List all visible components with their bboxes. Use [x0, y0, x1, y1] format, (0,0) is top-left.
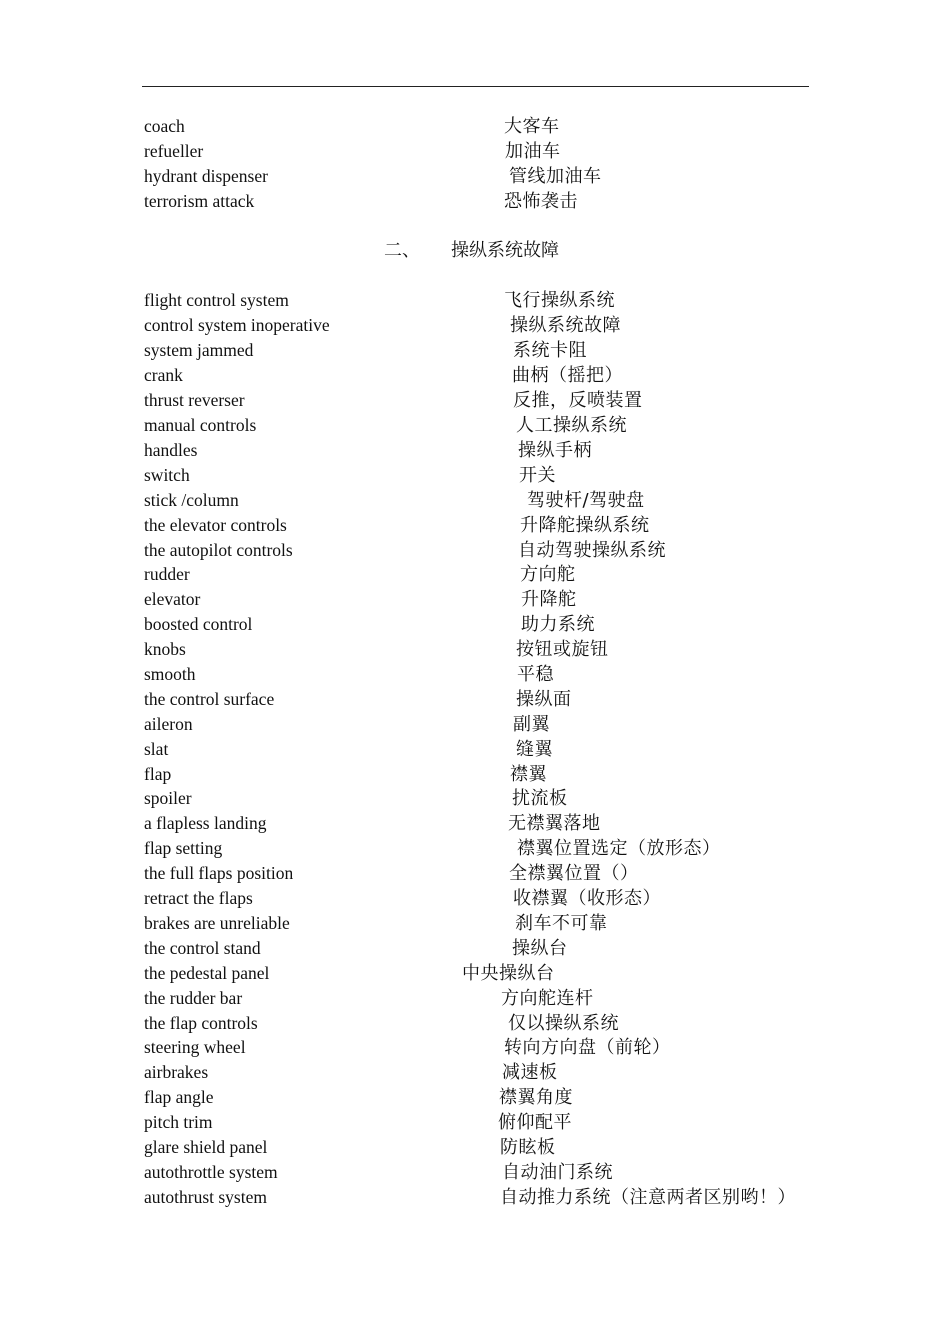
glossary-row	[0, 1185, 950, 1210]
term-chinese: 无襟翼落地	[508, 813, 601, 834]
term-chinese: 飞行操纵系统	[504, 290, 615, 311]
term-chinese: 开关	[519, 465, 556, 486]
glossary-row	[0, 1060, 950, 1085]
glossary-row	[0, 538, 950, 563]
glossary-row	[0, 762, 950, 787]
glossary-row	[0, 363, 950, 388]
term-chinese: 自动驾驶操纵系统	[518, 540, 666, 561]
term-chinese: 恐怖袭击	[504, 191, 578, 212]
glossary-row	[0, 687, 950, 712]
term-english: autothrottle system	[144, 1162, 278, 1182]
term-chinese: 助力系统	[521, 614, 595, 635]
glossary-row	[0, 338, 950, 363]
glossary-row	[0, 637, 950, 662]
term-chinese: 全襟翼位置（）	[509, 863, 639, 884]
term-chinese: 方向舵	[520, 564, 576, 585]
glossary-row	[0, 1035, 950, 1060]
header-rule	[142, 86, 809, 87]
glossary-row	[0, 986, 950, 1011]
term-english: airbrakes	[144, 1062, 209, 1082]
term-english: terrorism attack	[144, 191, 255, 211]
term-english: manual controls	[144, 415, 257, 435]
term-english: coach	[144, 116, 185, 136]
glossary-row	[0, 936, 950, 961]
glossary-row	[0, 139, 950, 164]
glossary-row	[0, 1085, 950, 1110]
term-chinese: 襟翼	[510, 764, 547, 785]
glossary-row	[0, 413, 950, 438]
glossary-row	[0, 612, 950, 637]
term-english: elevator	[144, 589, 201, 609]
section-number: 二、	[384, 240, 420, 261]
glossary-row	[0, 712, 950, 737]
term-english: the full flaps position	[144, 863, 294, 883]
term-chinese: 人工操纵系统	[516, 415, 627, 436]
term-english: knobs	[144, 639, 186, 659]
term-chinese: 驾驶杆/驾驶盘	[527, 490, 645, 511]
glossary-row	[0, 961, 950, 986]
term-chinese: 俯仰配平	[498, 1112, 572, 1133]
term-chinese: 扰流板	[512, 788, 568, 809]
term-english: glare shield panel	[144, 1137, 268, 1157]
term-english: crank	[144, 365, 183, 385]
term-chinese: 自动油门系统	[502, 1162, 613, 1183]
term-chinese: 操纵台	[512, 938, 568, 959]
glossary-row	[0, 388, 950, 413]
glossary-row	[0, 114, 950, 139]
term-english: retract the flaps	[144, 888, 253, 908]
term-chinese: 自动推力系统（注意两者区别哟！）	[500, 1187, 796, 1208]
term-english: the flap controls	[144, 1013, 258, 1033]
term-english: boosted control	[144, 614, 253, 634]
term-english: the elevator controls	[144, 515, 287, 535]
section-title: 操纵系统故障	[451, 240, 559, 261]
term-english: a flapless landing	[144, 813, 267, 833]
glossary-row	[0, 1135, 950, 1160]
term-chinese: 襟翼位置选定（放形态）	[517, 838, 721, 859]
term-chinese: 升降舵	[521, 589, 577, 610]
term-chinese: 平稳	[517, 664, 554, 685]
term-english: flap setting	[144, 838, 223, 858]
term-chinese: 按钮或旋钮	[516, 639, 609, 660]
term-chinese: 操纵面	[516, 689, 572, 710]
term-english: switch	[144, 465, 190, 485]
term-chinese: 反推，反喷装置	[513, 390, 643, 411]
term-chinese: 管线加油车	[509, 166, 602, 187]
term-english: system jammed	[144, 340, 254, 360]
term-chinese: 减速板	[502, 1062, 558, 1083]
term-chinese: 操纵系统故障	[510, 315, 621, 336]
glossary-row	[0, 313, 950, 338]
section-heading	[384, 238, 559, 263]
term-english: handles	[144, 440, 198, 460]
term-chinese: 曲柄（摇把）	[512, 365, 623, 386]
term-chinese: 系统卡阻	[513, 340, 587, 361]
term-english: the rudder bar	[144, 988, 243, 1008]
term-english: stick /column	[144, 490, 239, 510]
term-english: flight control system	[144, 290, 289, 310]
glossary-row	[0, 164, 950, 189]
term-chinese: 转向方向盘（前轮）	[504, 1037, 671, 1058]
term-english: aileron	[144, 714, 193, 734]
term-english: refueller	[144, 141, 204, 161]
term-english: the control stand	[144, 938, 261, 958]
term-english: slat	[144, 739, 169, 759]
term-chinese: 仅以操纵系统	[508, 1013, 619, 1034]
term-english: pitch trim	[144, 1112, 213, 1132]
term-english: smooth	[144, 664, 196, 684]
glossary-row	[0, 1011, 950, 1036]
term-chinese: 防眩板	[500, 1137, 556, 1158]
term-english: control system inoperative	[144, 315, 330, 335]
glossary-row	[0, 513, 950, 538]
glossary-row	[0, 911, 950, 936]
glossary-row	[0, 438, 950, 463]
term-english: thrust reverser	[144, 390, 245, 410]
term-english: flap angle	[144, 1087, 214, 1107]
glossary-row	[0, 189, 950, 214]
term-english: the autopilot controls	[144, 540, 293, 560]
term-chinese: 方向舵连杆	[501, 988, 594, 1009]
glossary-row	[0, 587, 950, 612]
term-english: the pedestal panel	[144, 963, 270, 983]
term-english: autothrust system	[144, 1187, 267, 1207]
term-chinese: 收襟翼（收形态）	[513, 888, 661, 909]
term-chinese: 刹车不可靠	[515, 913, 608, 934]
term-chinese: 襟翼角度	[499, 1087, 573, 1108]
term-english: spoiler	[144, 788, 192, 808]
term-chinese: 缝翼	[516, 739, 553, 760]
glossary-row	[0, 1110, 950, 1135]
glossary-row	[0, 288, 950, 313]
glossary-row	[0, 811, 950, 836]
term-chinese: 操纵手柄	[518, 440, 592, 461]
glossary-row	[0, 886, 950, 911]
term-chinese: 中央操纵台	[462, 963, 555, 984]
glossary-row	[0, 737, 950, 762]
term-english: rudder	[144, 564, 190, 584]
term-english: steering wheel	[144, 1037, 246, 1057]
glossary-row	[0, 861, 950, 886]
term-english: hydrant dispenser	[144, 166, 268, 186]
term-english: flap	[144, 764, 172, 784]
term-english: the control surface	[144, 689, 275, 709]
term-chinese: 大客车	[504, 116, 560, 137]
term-chinese: 升降舵操纵系统	[520, 515, 650, 536]
glossary-row	[0, 662, 950, 687]
glossary-row	[0, 562, 950, 587]
term-chinese: 副翼	[513, 714, 550, 735]
glossary-row	[0, 786, 950, 811]
glossary-row	[0, 1160, 950, 1185]
glossary-row	[0, 463, 950, 488]
term-chinese: 加油车	[505, 141, 561, 162]
glossary-row	[0, 488, 950, 513]
glossary-row	[0, 836, 950, 861]
term-english: brakes are unreliable	[144, 913, 290, 933]
